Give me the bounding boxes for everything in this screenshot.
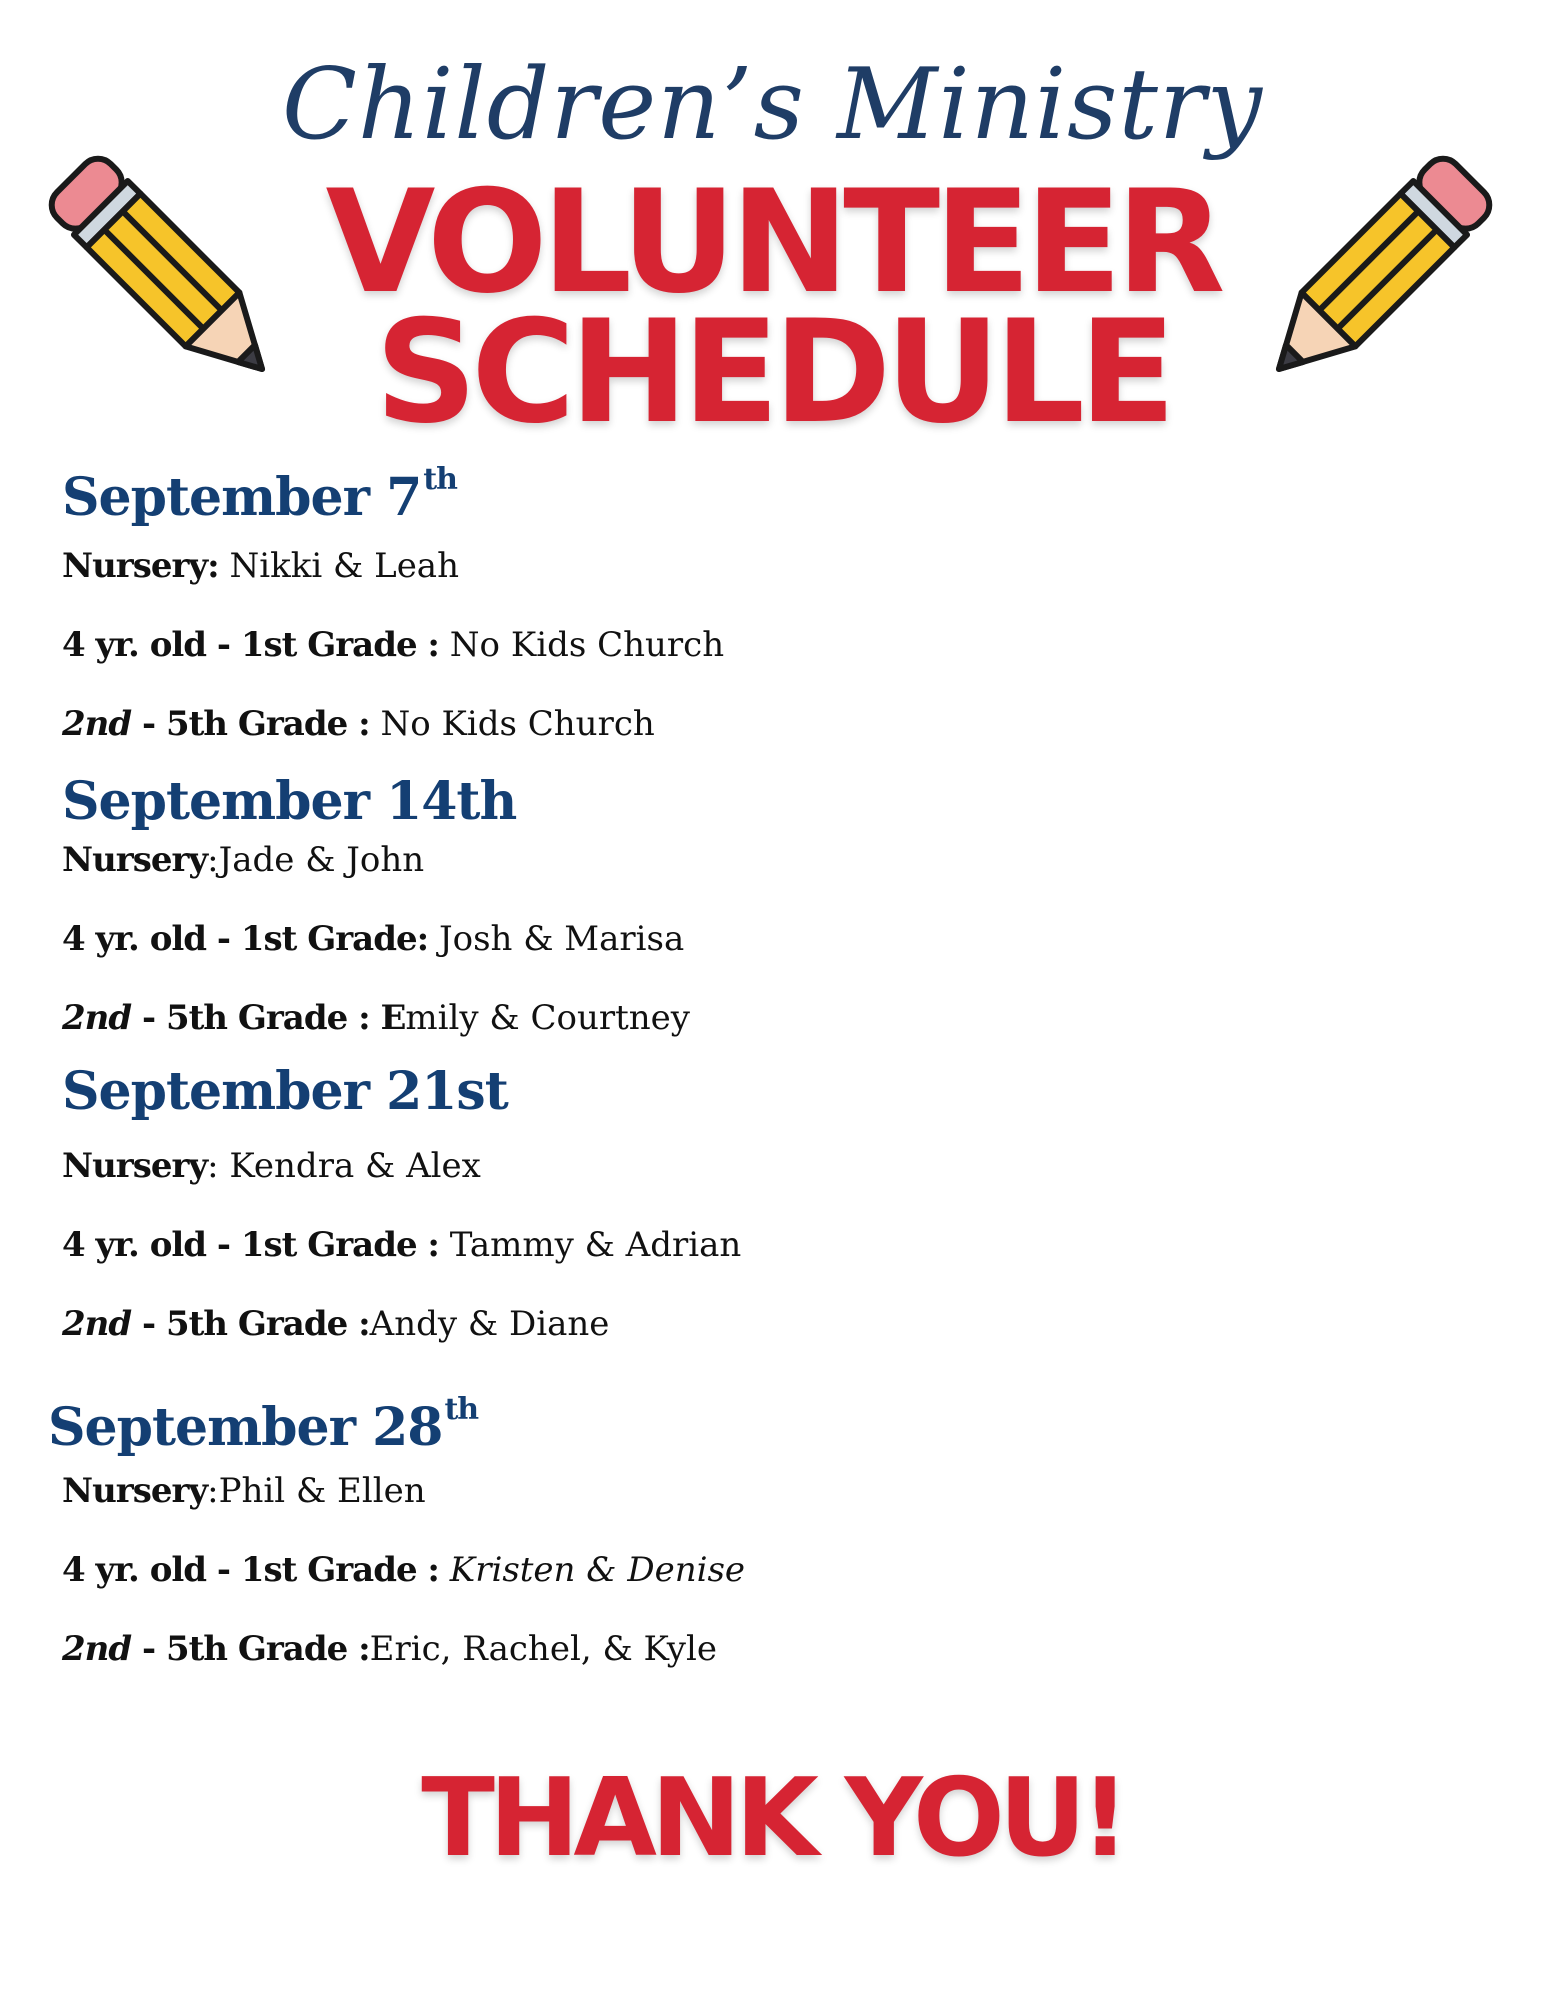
schedule-row (62, 1304, 609, 1344)
row-label: 4 yr. old - 1st Grade: (62, 919, 429, 959)
date-heading: September 21st (62, 1061, 508, 1122)
row-value: Eric, Rachel, & Kyle (369, 1629, 717, 1669)
row-label: 2nd - 5th Grade : E (62, 998, 406, 1038)
schedule-row (62, 1471, 426, 1511)
schedule-row (62, 704, 655, 744)
row-value: No Kids Church (369, 704, 655, 744)
row-value: : Kendra & Alex (207, 1146, 481, 1186)
row-value: Andy & Diane (369, 1304, 610, 1344)
schedule-row (62, 998, 690, 1038)
row-label: 4 yr. old - 1st Grade : (62, 1225, 439, 1265)
row-value: :Jade & John (207, 840, 425, 880)
row-label: Nursery (62, 1471, 208, 1511)
row-label: 2nd - 5th Grade : (62, 704, 370, 744)
schedule-row (62, 1146, 481, 1186)
subtitle: Children’s Ministry (281, 48, 1264, 162)
schedule-row (62, 1225, 741, 1265)
schedule-row (62, 919, 684, 959)
thank-you-text: THANK YOU! (421, 1756, 1124, 1881)
row-value: :Phil & Ellen (207, 1471, 426, 1511)
date-heading: September 7th (62, 462, 457, 528)
schedule-row (62, 1550, 745, 1590)
row-label: 2nd - 5th Grade : (62, 1304, 370, 1344)
date-heading: September 14th (62, 771, 517, 832)
row-label: Nursery: (62, 546, 219, 586)
title-volunteer: VOLUNTEER (325, 160, 1220, 325)
row-value: mily & Courtney (405, 998, 690, 1038)
date-heading: September 28th (48, 1392, 479, 1458)
schedule-row (62, 1629, 717, 1669)
row-value: Kristen & Denise (438, 1550, 746, 1590)
title-schedule: SCHEDULE (375, 290, 1170, 455)
row-value: Josh & Marisa (428, 919, 685, 959)
schedule-row (62, 546, 459, 586)
schedule-row (62, 840, 424, 880)
row-value: Tammy & Adrian (438, 1225, 742, 1265)
schedule-row (62, 625, 724, 665)
row-label: Nursery (62, 840, 208, 880)
row-label: 4 yr. old - 1st Grade : (62, 1550, 439, 1590)
row-label: Nursery (62, 1146, 208, 1186)
row-label: 4 yr. old - 1st Grade : (62, 625, 439, 665)
row-value: Nikki & Leah (218, 546, 459, 586)
row-value: No Kids Church (438, 625, 725, 665)
row-label: 2nd - 5th Grade : (62, 1629, 370, 1669)
